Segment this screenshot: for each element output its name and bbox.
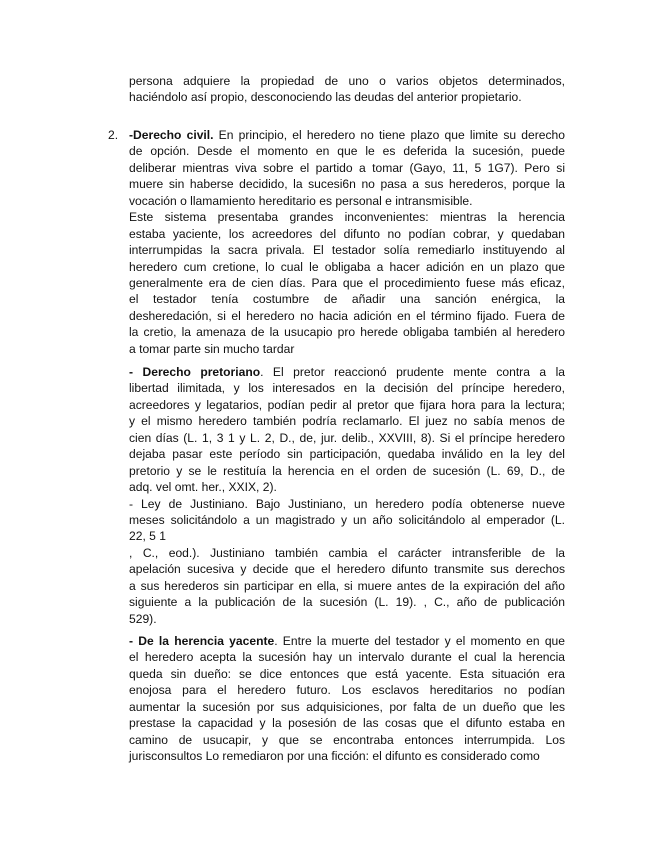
text-line — [129, 413, 565, 429]
text-line — [129, 209, 565, 225]
text-line — [129, 463, 565, 479]
text-run: muere sin haberse decidido, la sucesi6n no pasa a sus herederos, porque la — [129, 177, 565, 192]
derecho-pretoriano-paragraph — [129, 364, 565, 627]
text-line — [129, 364, 565, 380]
list-number: 2. — [108, 128, 119, 142]
text-run: estaba yaciente, los acreedores del difunto no podían cobrar, y quedaban — [129, 226, 565, 241]
text-line — [129, 732, 565, 748]
text-run: heredero cum cretione, lo cual le obligaba a hacer adición en un plazo que — [129, 259, 565, 274]
text-run: cien días (L. 1, 3 1 y L. 2, D., de, jur. delib., XXVIII, 8). Si el príncipe heredero — [129, 430, 565, 445]
text-run: pretorio y se le restituía la herencia en el orden de sucesión (L. 69, D., de — [129, 463, 565, 478]
text-line — [129, 666, 565, 682]
text-run: y el mismo heredero también podría reclamarlo. El juez no sabía menos de — [129, 414, 565, 429]
derecho-civil-paragraph — [129, 127, 565, 357]
text-run: interrumpidas la sacra privala. El testador solía remediarlo instituyendo al — [129, 243, 565, 258]
text-run: camino de usucapir, y que se encontraba entonces interrumpida. Los — [129, 732, 565, 747]
text-line — [129, 127, 565, 143]
text-line — [129, 479, 565, 495]
text-line — [129, 324, 565, 340]
herencia-yacente-paragraph — [129, 633, 565, 765]
text-run: desheredación, si el heredero no hacia adición en el término fijado. Fuera de — [129, 308, 565, 323]
text-run: En principio, el heredero no tiene plazo que limite su derecho — [213, 128, 565, 142]
text-run: generalmente era de cien días. Para que el procedimiento fuese más eficaz, — [129, 275, 565, 290]
text-line — [129, 73, 565, 89]
text-line — [129, 275, 565, 291]
text-line — [129, 682, 565, 698]
text-line — [129, 143, 565, 159]
text-line — [129, 397, 565, 413]
text-line — [129, 496, 565, 512]
text-line — [129, 633, 565, 649]
text-run: 529). — [129, 611, 157, 626]
text-run: dejaba pasar este período sin participación, quedaba inválido en la ley del — [129, 447, 565, 462]
text-run: acreedores y legatarios, podían pedir al pretor que fijara hora para la lectura; — [129, 397, 565, 412]
text-run: aumentar la sucesión por sus adquisiciones, por falta de un dueño que les — [129, 699, 565, 714]
text-run: , C., eod.). Justiniano también cambia el carácter intransferible de la — [129, 545, 565, 560]
text-run: persona adquiere la propiedad de uno o varios objetos determinados, — [129, 74, 565, 88]
text-line — [129, 291, 565, 307]
text-run: el heredero acepta la sucesión hay un intervalo durante el cual la herencia — [129, 650, 565, 665]
text-line — [129, 430, 565, 446]
text-line — [129, 561, 565, 577]
text-line — [129, 176, 565, 192]
text-line — [129, 226, 565, 242]
text-run: . El pretor reaccionó prudente mente contra a la — [260, 365, 565, 379]
text-run: apelación sucesiva y decide que el heredero difunto transmite sus derechos — [129, 562, 565, 577]
text-run: - Ley de Justiniano. Bajo Justiniano, un heredero podía obtenerse nueve — [129, 496, 565, 511]
section-heading: -Derecho civil. — [129, 128, 214, 142]
text-line — [129, 611, 565, 627]
text-run: 22, 5 1 — [129, 529, 166, 544]
text-line — [129, 160, 565, 176]
text-run: la cretio, la amenaza de la usucapio pro herede obligaba también al heredero — [129, 325, 565, 340]
text-line — [129, 545, 565, 561]
text-line — [129, 89, 565, 105]
text-run: siguiente a la publicación de la sucesión (L. 19). , C., año de publicación — [129, 595, 565, 610]
text-line — [129, 748, 565, 764]
text-run: libertad ilimitada, y los interesados en la decisión del príncipe heredero, — [129, 381, 565, 396]
text-line — [129, 308, 565, 324]
section-heading: - Derecho pretoriano — [129, 365, 261, 379]
text-line — [129, 528, 565, 544]
text-run: prestase la capacidad y la posesión de las cosas que el difunto estaba en — [129, 716, 565, 731]
text-run: queda sin dueño: se dice entonces que está yacente. Esta situación era — [129, 666, 565, 681]
text-run: haciéndolo así propio, desconociendo las deudas del anterior propietario. — [129, 90, 522, 105]
text-line — [129, 193, 565, 209]
text-line — [129, 341, 565, 357]
section-heading: - De la herencia yacente — [129, 634, 275, 648]
text-run: de opción. Desde el momento en que le es deferida la sucesión, puede — [129, 144, 565, 159]
text-line — [129, 699, 565, 715]
text-run: meses solicitándolo a un magistrado y un año solicitándolo al emperador (L. — [129, 512, 565, 527]
text-line — [129, 649, 565, 665]
text-run: enojosa para el heredero futuro. Los esclavos hereditarios no podían — [129, 683, 565, 698]
text-run: adq. vel omt. her., XXIX, 2). — [129, 480, 277, 495]
text-line — [129, 578, 565, 594]
text-line — [129, 715, 565, 731]
text-line — [129, 594, 565, 610]
intro-paragraph — [129, 73, 565, 106]
text-run: Este sistema presentaba grandes inconvenientes: mientras la herencia — [129, 210, 565, 225]
text-run: vocación o llamamiento hereditario es personal e intransmisible. — [129, 193, 473, 208]
text-line — [129, 512, 565, 528]
text-line — [129, 259, 565, 275]
text-run: . Entre la muerte del testador y el momento en que — [274, 634, 565, 648]
text-line — [129, 446, 565, 462]
text-run: deliberar mientras viva sobre el partido a tomar (Gayo, 11, 5 1G7). Pero si — [129, 160, 565, 175]
text-line — [129, 380, 565, 396]
text-line — [129, 242, 565, 258]
text-run: a sus herederos sin participar en ella, si muere antes de la expiración del año — [129, 578, 565, 593]
text-run: a tomar parte sin mucho tardar — [129, 341, 295, 356]
text-run: el testador tenía costumbre de añadir una sanción enérgica, la — [129, 292, 565, 307]
text-run: jurisconsultos Lo remediaron por una ficción: el difunto es considerado como — [129, 749, 540, 764]
